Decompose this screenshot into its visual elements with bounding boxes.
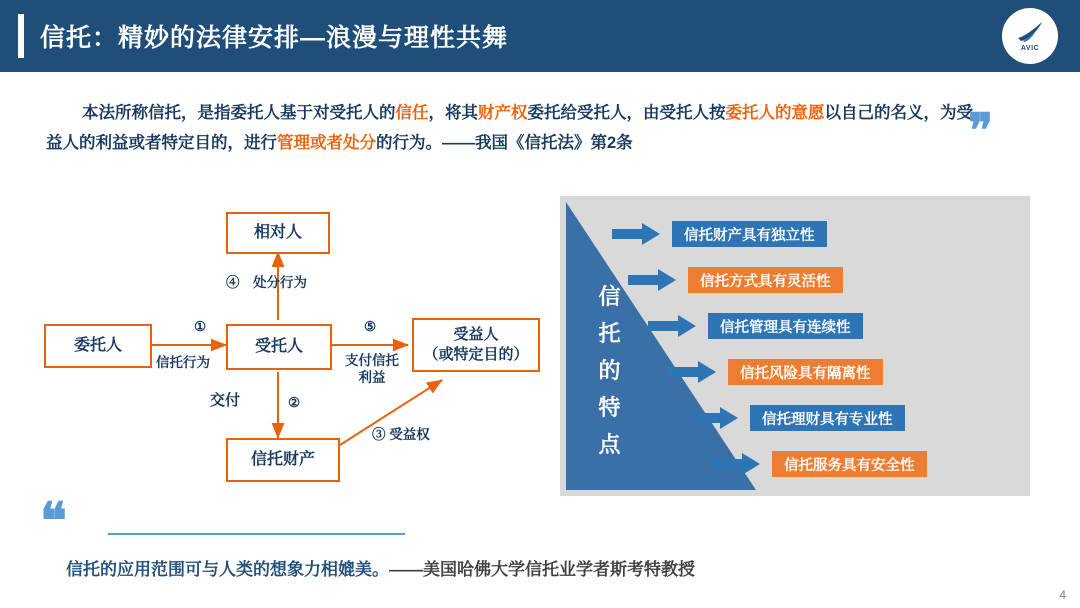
feature-item-6: 信托服务具有安全性	[772, 451, 927, 477]
panel-title-char-4: 点	[598, 432, 622, 457]
flow-node-settlor: 委托人	[44, 324, 152, 368]
pay-benefit-line2: 利益	[358, 370, 386, 385]
footer-quote-mark-icon: ❝	[40, 493, 64, 549]
panel-title-char-3: 特	[598, 395, 622, 420]
feature-arrow-icon-1	[612, 222, 662, 246]
definition-quote-text	[46, 98, 986, 158]
page-number: 4	[1059, 588, 1066, 602]
flow-node-counterparty: 相对人	[226, 212, 330, 254]
flow-label-step2: ②	[288, 395, 301, 410]
feature-arrow-icon-3	[648, 314, 698, 338]
panel-title-char-1: 托	[598, 321, 622, 346]
feature-item-4: 信托风险具有隔离性	[728, 359, 883, 385]
avic-logo	[1002, 8, 1058, 64]
flow-label-step5: ⑤	[364, 319, 377, 334]
quote-segment-7: 管理或者处分	[277, 134, 376, 152]
footer-quote	[66, 555, 695, 580]
flow-label-step1: ①	[194, 319, 207, 334]
feature-item-5: 信托理财具有专业性	[750, 405, 905, 431]
feature-arrow-icon-4	[668, 360, 718, 384]
slide-header	[0, 0, 1080, 72]
flow-label-step3: ③ 受益权	[372, 427, 430, 442]
quote-segment-1: 信任	[395, 104, 429, 122]
beneficiary-line2: （或特定目的）	[423, 346, 529, 363]
trust-features-panel	[560, 196, 1030, 496]
definition-quote-block	[46, 98, 990, 158]
feature-arrow-icon-6	[712, 452, 762, 476]
page-title: 信托：精妙的法律安排—浪漫与理性共舞	[40, 24, 509, 52]
header-accent-bar	[18, 14, 24, 58]
feature-arrow-icon-5	[690, 406, 740, 430]
quote-segment-8: 的行为。——我国《信托法》第2条	[376, 134, 633, 152]
quote-segment-3: 财产权	[478, 104, 528, 122]
panel-title-char-0: 信	[598, 284, 622, 309]
footer-quote-main: 信托的应用范围可与人类的想象力相媲美。	[66, 560, 389, 579]
logo-text: AVIC	[1020, 45, 1040, 52]
pay-benefit-line1: 支付信托	[345, 353, 399, 368]
feature-item-1: 信托财产具有独立性	[672, 221, 827, 247]
flow-node-trustee: 受托人	[226, 324, 332, 370]
footer-quote-attribution: ——美国哈佛大学信托业学者斯考特教授	[389, 560, 695, 579]
panel-title-char-2: 的	[598, 358, 622, 383]
flow-label-trust-act: 信托行为	[156, 355, 210, 370]
quote-segment-5: 委托人的意愿	[725, 104, 825, 122]
flow-node-beneficiary	[412, 318, 540, 372]
quote-segment-0: 本法所称信托，是指委托人基于对受托人的	[82, 104, 396, 122]
beneficiary-line1: 受益人	[453, 326, 499, 343]
quote-mark-icon: ❞	[968, 105, 990, 156]
feature-arrow-icon-2	[628, 268, 678, 292]
panel-title	[588, 278, 632, 463]
quote-segment-4: 委托给受托人，由受托人按	[527, 104, 726, 122]
feature-item-2: 信托方式具有灵活性	[688, 267, 843, 293]
trust-flow-diagram	[30, 190, 550, 490]
footer-divider	[108, 533, 405, 535]
quote-segment-6: 以自己的名义，为受益人的利益或者特定目的，进行	[46, 104, 973, 152]
flow-label-delivery: 交付	[210, 392, 241, 409]
feature-item-3: 信托管理具有连续性	[708, 313, 863, 339]
flow-node-trust-property: 信托财产	[226, 438, 340, 482]
flow-label-pay-benefit	[334, 352, 410, 386]
flow-label-step4: ④ 处分行为	[226, 275, 307, 290]
logo-mark-icon	[1015, 20, 1045, 44]
quote-segment-2: ，将其	[428, 104, 478, 122]
